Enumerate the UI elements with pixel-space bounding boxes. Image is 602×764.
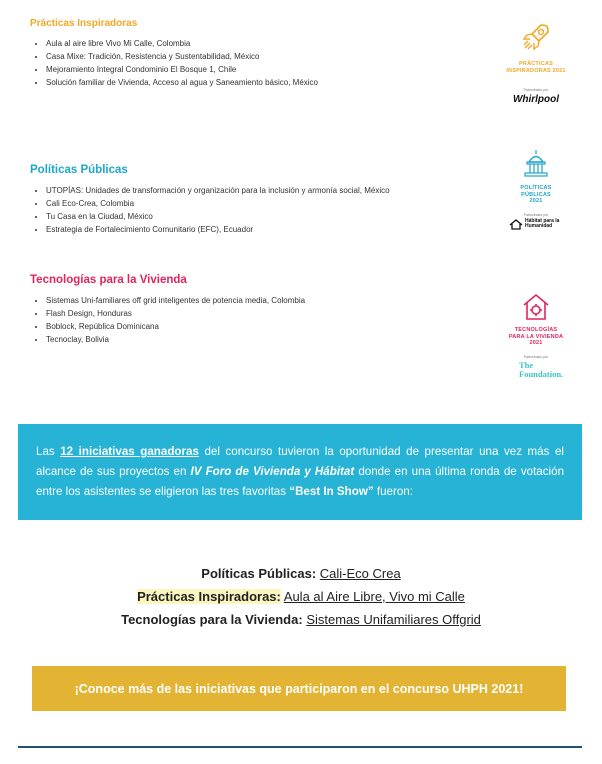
list-item: • Boblock, República Dominicana xyxy=(46,320,500,333)
badge-caption: TECNOLOGÍAS PARA LA VIVIENDA 2021 xyxy=(508,327,564,346)
winners-link[interactable]: 12 iniciativas ganadoras xyxy=(60,445,199,458)
item-list xyxy=(30,184,500,236)
whirlpool-logo: Whirlpool xyxy=(512,94,560,105)
winner-link[interactable]: Cali-Eco Crea xyxy=(319,566,401,581)
winner-link[interactable]: Aula al Aire Libre, Vivo mi Calle xyxy=(283,589,465,604)
sponsor-note: Patrocinado por xyxy=(523,212,549,217)
list-item: • Aula al aire libre Vivo Mi Calle, Colombia xyxy=(46,37,500,50)
list-item: • Solución familiar de Vivienda, Acceso al agua y Saneamiento básico, México xyxy=(46,76,500,89)
item-list xyxy=(30,37,500,89)
intro-text: del concurso tuvieron la oportunidad de presentar una vez más el alcance de sus proyectos en xyxy=(36,445,564,478)
capitol-building-icon xyxy=(519,148,553,180)
badge-tecnologias xyxy=(500,292,572,379)
winners-list xyxy=(0,562,602,631)
habitat-logo xyxy=(500,219,572,230)
section-title: Políticas Públicas xyxy=(30,164,128,176)
winner-row xyxy=(0,585,602,608)
winner-category: Tecnologías para la Vivienda: xyxy=(121,612,303,627)
intro-text: Las xyxy=(36,445,61,458)
section-tecnologias xyxy=(30,274,500,346)
list-item: • Sistemas Uni-familiares off grid inteligentes de potencia media, Colombia xyxy=(46,294,500,307)
list-item: • Flash Design, Honduras xyxy=(46,307,500,320)
winner-category: Políticas Públicas: xyxy=(201,566,317,581)
list-item: • UTOPÍAS: Unidades de transformación y organización para la inclusión y armonía social, México xyxy=(46,184,500,197)
rocket-icon xyxy=(519,20,553,54)
badge-caption: PRÁCTICAS INSPIRADORAS 2021 xyxy=(506,61,566,74)
winner-category: Prácticas Inspiradoras: xyxy=(137,589,281,604)
intro-text: donde en una última ronda de votación entre los asistentes se eligieron las tres favoritas xyxy=(36,465,565,498)
list-item: • Estrategia de Fortalecimiento Comunitario (EFC), Ecuador xyxy=(46,223,500,236)
badge-practicas xyxy=(500,20,572,105)
badge-politicas xyxy=(500,148,572,230)
section-title: Tecnologías para la Vivienda xyxy=(30,274,187,286)
sponsor-note: Patrocinado por xyxy=(523,354,549,359)
list-item: • Casa Mixe: Tradición, Resistencia y Sustentabilidad, México xyxy=(46,50,500,63)
foundation-logo: The Foundation. xyxy=(519,359,564,379)
winner-row xyxy=(0,562,602,585)
badge-caption: POLÍTICAS PÚBLICAS 2021 xyxy=(520,185,552,204)
section-title: Prácticas Inspiradoras xyxy=(30,18,138,29)
event-name: IV Foro de Vivienda y Hábitat xyxy=(190,465,355,478)
winner-row xyxy=(0,608,602,631)
list-item: • Mejoramiento Integral Condominio El Bosque 1, Chile xyxy=(46,63,500,76)
sponsor-note: Patrocinado por xyxy=(523,88,549,92)
item-list xyxy=(30,294,500,346)
learn-more-button[interactable]: ¡Conoce más de las iniciativas que participaron en el concurso UHPH 2021! xyxy=(32,666,566,711)
section-practicas xyxy=(30,18,500,89)
house-people-icon xyxy=(509,219,523,230)
section-politicas xyxy=(30,164,500,236)
best-in-show: “Best In Show” xyxy=(289,485,374,498)
winner-link[interactable]: Sistemas Unifamiliares Offgrid xyxy=(306,612,481,627)
divider xyxy=(18,746,582,748)
intro-panel xyxy=(18,424,582,520)
sponsor-name: Hábitat para la Humanidad xyxy=(525,217,560,229)
list-item: • Cali Eco-Crea, Colombia xyxy=(46,197,500,210)
list-item: • Tecnoclay, Bolivia xyxy=(46,333,500,346)
house-gear-icon xyxy=(520,292,552,322)
intro-text: fueron: xyxy=(373,485,413,498)
list-item: • Tu Casa en la Ciudad, México xyxy=(46,210,500,223)
